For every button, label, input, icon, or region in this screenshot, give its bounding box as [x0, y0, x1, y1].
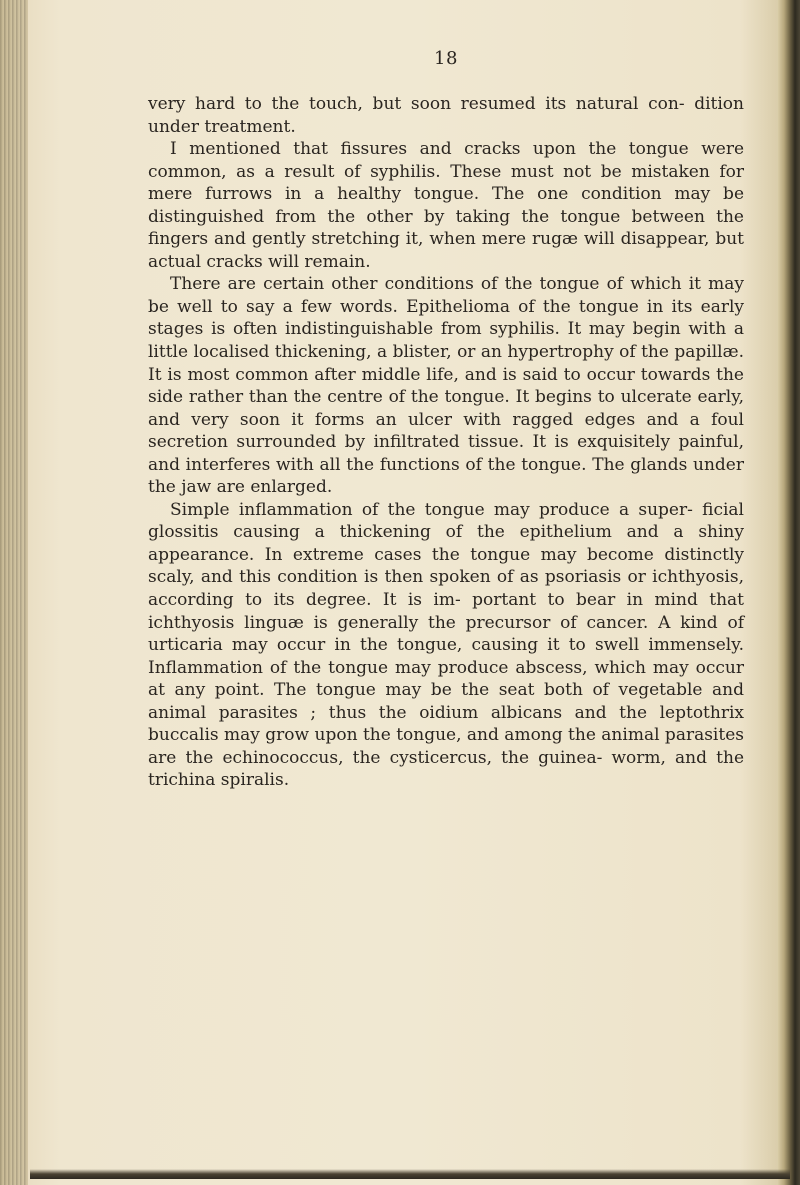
paragraph-epithelioma: There are certain other conditions of the tongue of which it may be well to say a few words. Epithelioma of the tongue in its early stages is often indistinguishable from syphilis. It may begin with a little localised thickening, a blister, or an hypertrophy of the papillæ. It is most common after middle life, and is said to occur towards the side rather than the centre of the tongue. It begins to ulcerate early, and very soon it forms an ulcer with ragged edges and a foul secretion surrounded by infiltrated tissue. It is exquisitely painful, and interferes with all the functions of the tongue. The glands under the jaw are enlarged. — [148, 274, 744, 498]
paragraph-fissures: I mentioned that fissures and cracks upon the tongue were common, as a result of syphilis. These must not be mistaken for mere furrows in a healthy tongue. The one condition may be distinguished from the other by taking the tongue between the fingers and gently stretching it, when mere rugæ will disappear, but actual cracks will remain. — [148, 139, 744, 272]
paragraph-inflammation: Simple inflammation of the tongue may produce a super- ficial glossitis causing a thickening of the epithelium and a shiny appearance. In extreme cases the tongue may become distinctly scaly, and this condition is then spoken of as psoriasis or ichthyosis, according to its degree. It is im- portant to bear in mind that ichthyosis linguæ is generally the precursor of cancer. A kind of urticaria may occur in the tongue, causing it to swell immensely. Inflammation of the tongue may produce abscess, which may occur at any point. The tongue may be the seat both of vegetable and animal parasites ; thus the oidium albicans and the leptothrix buccalis may grow upon the tongue, and among the animal parasites are the echinococcus, the cysticercus, the guinea- worm, and the trichina spiralis. — [148, 499, 744, 791]
page-bottom-shadow — [30, 1169, 790, 1179]
paragraph-continuation: very hard to the touch, but soon resumed its natural con- dition under treatment. — [148, 94, 744, 137]
book-binding-gutter — [0, 0, 28, 1185]
page-edge-shadow — [778, 0, 800, 1185]
book-page — [148, 48, 744, 792]
body-text — [148, 93, 744, 792]
page-number: 18 — [434, 48, 458, 69]
